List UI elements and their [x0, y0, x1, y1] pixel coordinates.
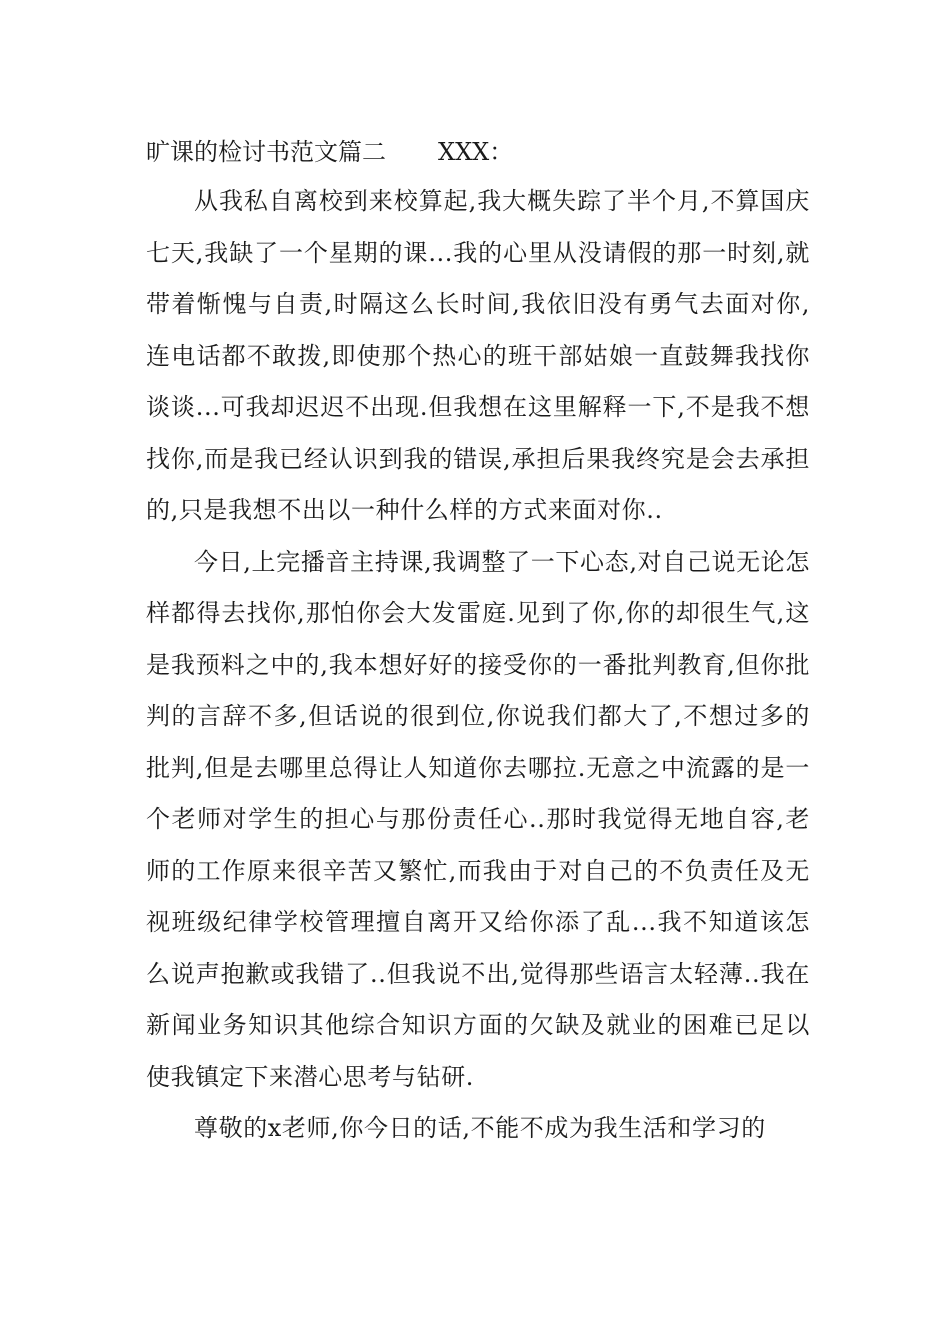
paragraph-3: 尊敬的x老师,你今日的话,不能不成为我生活和学习的	[194, 1114, 766, 1142]
heading-line	[146, 128, 810, 176]
paragraph-1: 从我私自离校到来校算起,我大概失踪了半个月,不算国庆七天,我缺了一个星期的课...我的心里从没请假的那一时刻,就带着惭愧与自责,时隔这么长时间,我依旧没有勇气去面对你,连电话都不敢拨,即使那个热心的班干部姑娘一直鼓舞我找你谈谈...可我却迟迟不出现.但我想在这里解释一下,不是我不想找你,而是我已经认识到我的错误,承担后果我终究是会去承担的,只是我想不出以一种什么样的方式来面对你..	[146, 187, 810, 524]
paragraph-2: 今日,上完播音主持课,我调整了一下心态,对自己说无论怎样都得去找你,那怕你会大发雷庭.见到了你,你的却很生气,这是我预料之中的,我本想好好的接受你的一番批判教育,但你批判的言辞不多,但话说的很到位,你说我们都大了,不想过多的批判,但是去哪里总得让人知道你去哪拉.无意之中流露的是一个老师对学生的担心与那份责任心..那时我觉得无地自容,老师的工作原来很辛苦又繁忙,而我由于对自己的不负责任及无视班级纪律学校管理擅自离开又给你添了乱...我不知道该怎么说声抱歉或我错了..但我说不出,觉得那些语言太轻薄..我在新闻业务知识其他综合知识方面的欠缺及就业的困难已足以使我镇定下来潜心思考与钻研.	[146, 547, 810, 1091]
salutation: XXX：	[438, 138, 514, 166]
document-title: 旷课的检讨书范文篇二	[146, 138, 386, 166]
document-body	[146, 128, 810, 1155]
